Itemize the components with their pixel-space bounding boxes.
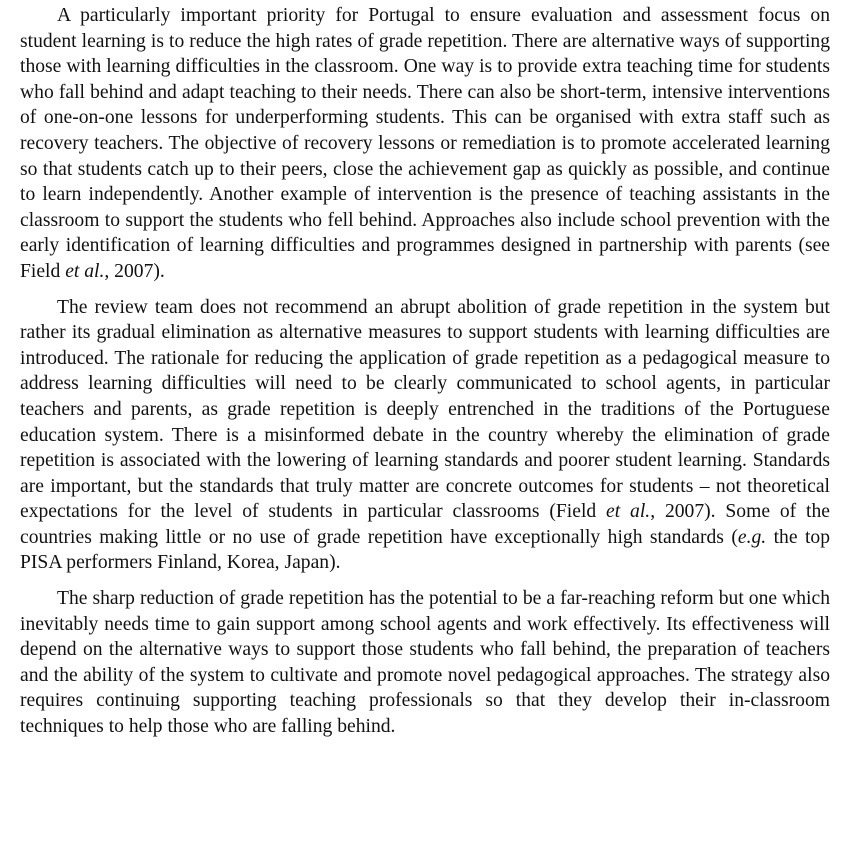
paragraph-1-text: A particularly important priority for Portugal to ensure evaluation and assessment focus on student learning is to reduce the high rates of grade repetition. There are alternative ways of supporting those with learning difficulties in the classroom. One way is to provide extra teaching time for students who fall behind and adapt teaching to their needs. There can also be short-term, intensive interventions of one-on-one lessons for underperforming students. This can be organised with extra staff such as recovery teachers. The objective of recovery lessons or remediation is to promote accelerated learning so that students catch up to their peers, close the achievement gap as quickly as possible, and continue to learn independently. Another example of intervention is the presence of teaching assistants in the classroom to support the students who fell behind. Approaches also include school prevention with the early identification of learning difficulties and programmes designed in partnership with parents (see Field <box>20 5 830 282</box>
document-body <box>20 3 830 740</box>
citation-et-al: et al. <box>606 501 651 523</box>
abbreviation-eg: e.g. <box>737 526 767 548</box>
paragraph-2-text-part-3: the top PISA performers Finland, Korea, Japan). <box>20 526 830 574</box>
paragraph-3-text: The sharp reduction of grade repetition has the potential to be a far-reaching reform but one which inevitably needs time to gain support among school agents and work effectively. Its effectiveness will depend on the alternative ways to support those students who fall behind, the preparation of teachers and the ability of the system to cultivate and promote novel pedagogical approaches. The strategy also requires continuing supporting teaching professionals so that they develop their in-classroom techniques to help those who are falling behind. <box>20 588 830 738</box>
paragraph-2-text-part-2: , 2007). Some of the countries making little or no use of grade repetition have exceptionally high standards ( <box>20 501 830 548</box>
citation-et-al: et al. <box>65 260 105 282</box>
paragraph-review-team-recommendation <box>20 295 830 577</box>
paragraph-reform-potential <box>20 586 830 740</box>
paragraph-2-text-part-1: The review team does not recommend an abrupt abolition of grade repetition in the system but rather its gradual elimination as alternative measures to support students with learning difficulties are introduced. The rationale for reducing the application of grade repetition as a pedagogical measure to address learning difficulties will need to be clearly communicated to school agents, in particular teachers and parents, as grade repetition is deeply entrenched in the traditions of the Portuguese education system. There is a misinformed debate in the country whereby the elimination of grade repetition is associated with the lowering of learning standards and poorer student learning. Standards are important, but the standards that truly matter are concrete outcomes for students – not theoretical expectations for the level of students in particular classrooms (Field <box>20 296 830 523</box>
paragraph-1-citation-year: , 2007). <box>104 260 165 282</box>
paragraph-grade-repetition-priority <box>20 3 830 285</box>
